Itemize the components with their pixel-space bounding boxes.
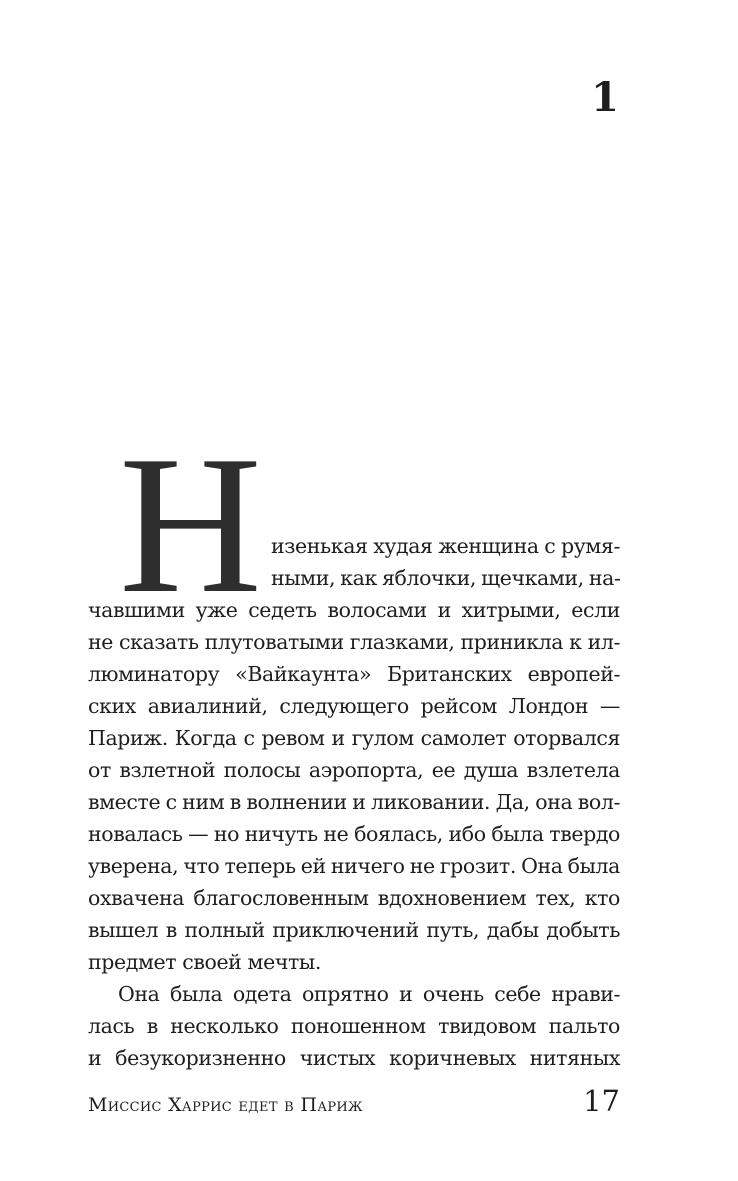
text-line: лась в несколько поношенном твидовом пальто bbox=[88, 1014, 620, 1038]
text-line: предмет своей мечты. bbox=[88, 950, 321, 974]
text-line: вместе с ним в волнении и ликовании. Да, она вол- bbox=[88, 790, 620, 814]
text-line: изенькая худая женщина с румя- bbox=[271, 534, 620, 558]
page-number: 17 bbox=[583, 1084, 620, 1118]
text-line: от взлетной полосы аэропорта, ее душа взлетела bbox=[88, 758, 620, 782]
chapter-number: 1 bbox=[591, 74, 619, 121]
text-line: новалась — но ничуть не боялась, ибо была твердо bbox=[88, 822, 620, 846]
text-line: ских авиалиний, следующего рейсом Лондон — bbox=[88, 694, 620, 718]
text-line: и безукоризненно чистых коричневых нитяных bbox=[88, 1046, 620, 1070]
text-line: не сказать плутоватыми глазками, приникла к ил- bbox=[88, 630, 620, 654]
text-line: вышел в полный приключений путь, дабы добыть bbox=[88, 918, 620, 942]
text-line: Она была одета опрятно и очень себе нрави- bbox=[118, 982, 620, 1006]
drop-cap: Н bbox=[119, 415, 262, 634]
running-footer-title: Миссис Харрис едет в Париж bbox=[88, 1094, 363, 1116]
text-line: охвачена благословенным вдохновением тех, кто bbox=[88, 886, 620, 910]
text-line: люминатору «Вайкаунта» Британских европей- bbox=[88, 662, 620, 686]
text-line: ными, как яблочки, щечками, на- bbox=[271, 566, 621, 590]
text-line: чавшими уже седеть волосами и хитрыми, если bbox=[88, 598, 620, 622]
text-line: уверена, что теперь ей ничего не грозит. Она была bbox=[88, 854, 620, 878]
text-line: Париж. Когда с ревом и гулом самолет оторвался bbox=[88, 726, 620, 750]
